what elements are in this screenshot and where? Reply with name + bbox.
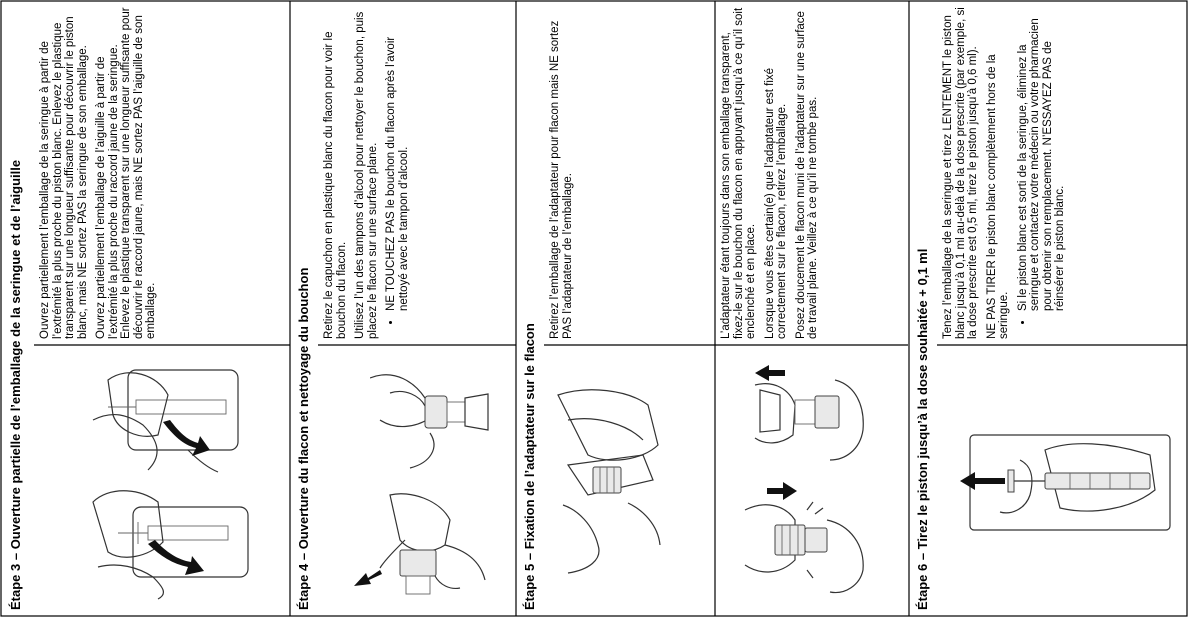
step-6-text bbox=[937, 0, 1187, 345]
adapter-packaging-removal-illustration bbox=[735, 360, 875, 470]
step-3-paragraph: Ouvrez partiellement l’emballage de la seringue à partir de l’extrémité la plus proche du piston blanc. Enlevez le plastique transparent sur une longueur suffisante pour découvrir le piston blanc, mais NE sortez PAS la seringue de son emballage. bbox=[39, 16, 89, 339]
adapter-package-illustration bbox=[548, 385, 678, 575]
step-3-paragraph: Ouvrez partiellement l’emballage de l’aiguille à partir de l’extrémité la plus proche du raccord jaune de la seringue. Enlevez le plastique transparent sur une longueur suffisante pour découvrir le raccord jaune, mais NE sortez PAS l’aiguille de son emballage. bbox=[95, 7, 157, 339]
step-4-paragraph: Retirez le capuchon en plastique blanc du flacon pour voir le bouchon du flacon. bbox=[323, 31, 348, 339]
syringe-package-opening-illustration bbox=[88, 360, 248, 475]
step-6-paragraph: NE PAS TIRER le piston blanc complètement hors de la seringue. bbox=[985, 54, 1010, 339]
stopper-cleaning-illustration bbox=[350, 490, 490, 600]
step-5-text bbox=[544, 0, 715, 345]
step-6-title: Étape 6 – Tirez le piston jusqu’à la dose souhaitée + 0,1 ml bbox=[915, 248, 930, 610]
step-5-paragraph: L’adaptateur étant toujours dans son emballage transparent, fixez-le sur le bouchon du flacon en appuyant jusqu’à ce qu’il soit enclenché et en place. bbox=[720, 7, 757, 339]
adapter-pressing-illustration bbox=[735, 480, 875, 600]
step-5-title: Étape 5 – Fixation de l’adaptateur sur le flacon bbox=[522, 323, 537, 610]
step-4-paragraph: Utilisez l’un des tampons d’alcool pour nettoyer le bouchon, puis placez le flacon sur une surface plane. bbox=[354, 11, 379, 339]
vial-cap-removal-illustration bbox=[370, 358, 500, 473]
step-5-paragraph: Lorsque vous êtes certain(e) que l’adaptateur est fixé correctement sur le flacon, retirez l’emballage. bbox=[763, 67, 788, 339]
needle-package-opening-illustration bbox=[88, 482, 258, 600]
step-5-paragraph: Posez doucement le flacon muni de l’adaptateur sur une surface de travail plane. Veillez à ce qu’il ne tombe pas. bbox=[794, 11, 819, 339]
step-3-text bbox=[34, 0, 290, 345]
step-5-paragraph: Retirez l’emballage de l’adaptateur pour flacon mais NE sortez PAS l’adaptateur de l’emballage. bbox=[549, 20, 574, 339]
step-3-title: Étape 3 – Ouverture partielle de l’emballage de la seringue et de l’aiguille bbox=[8, 159, 23, 610]
step-6-paragraph: Tenez l’emballage de la seringue et tirez LENTEMENT le piston blanc jusqu’à 0,1 ml au-delà de la dose prescrite (par exemple, si la dose prescrite est 0,5 ml, tirez le piston jusqu’à 0,6 ml). bbox=[942, 7, 979, 339]
plunger-pull-illustration bbox=[950, 420, 1175, 545]
step-4-bullet: • NE TOUCHEZ PAS le bouchon du flacon après l’avoir nettoyé avec le tampon d’alcool. bbox=[385, 6, 410, 311]
step-5-continued-text bbox=[715, 0, 909, 345]
step-4-text bbox=[318, 0, 516, 345]
step-6-bullet: • Si le piston blanc est sorti de la seringue, éliminez la seringue et contactez votre médecin ou votre pharmacien pour obtenir son remplacement. N’ESSAYEZ PAS de réinsérer le piston blanc. bbox=[1017, 6, 1067, 311]
step-4-title: Étape 4 – Ouverture du flacon et nettoyage du bouchon bbox=[296, 267, 311, 610]
